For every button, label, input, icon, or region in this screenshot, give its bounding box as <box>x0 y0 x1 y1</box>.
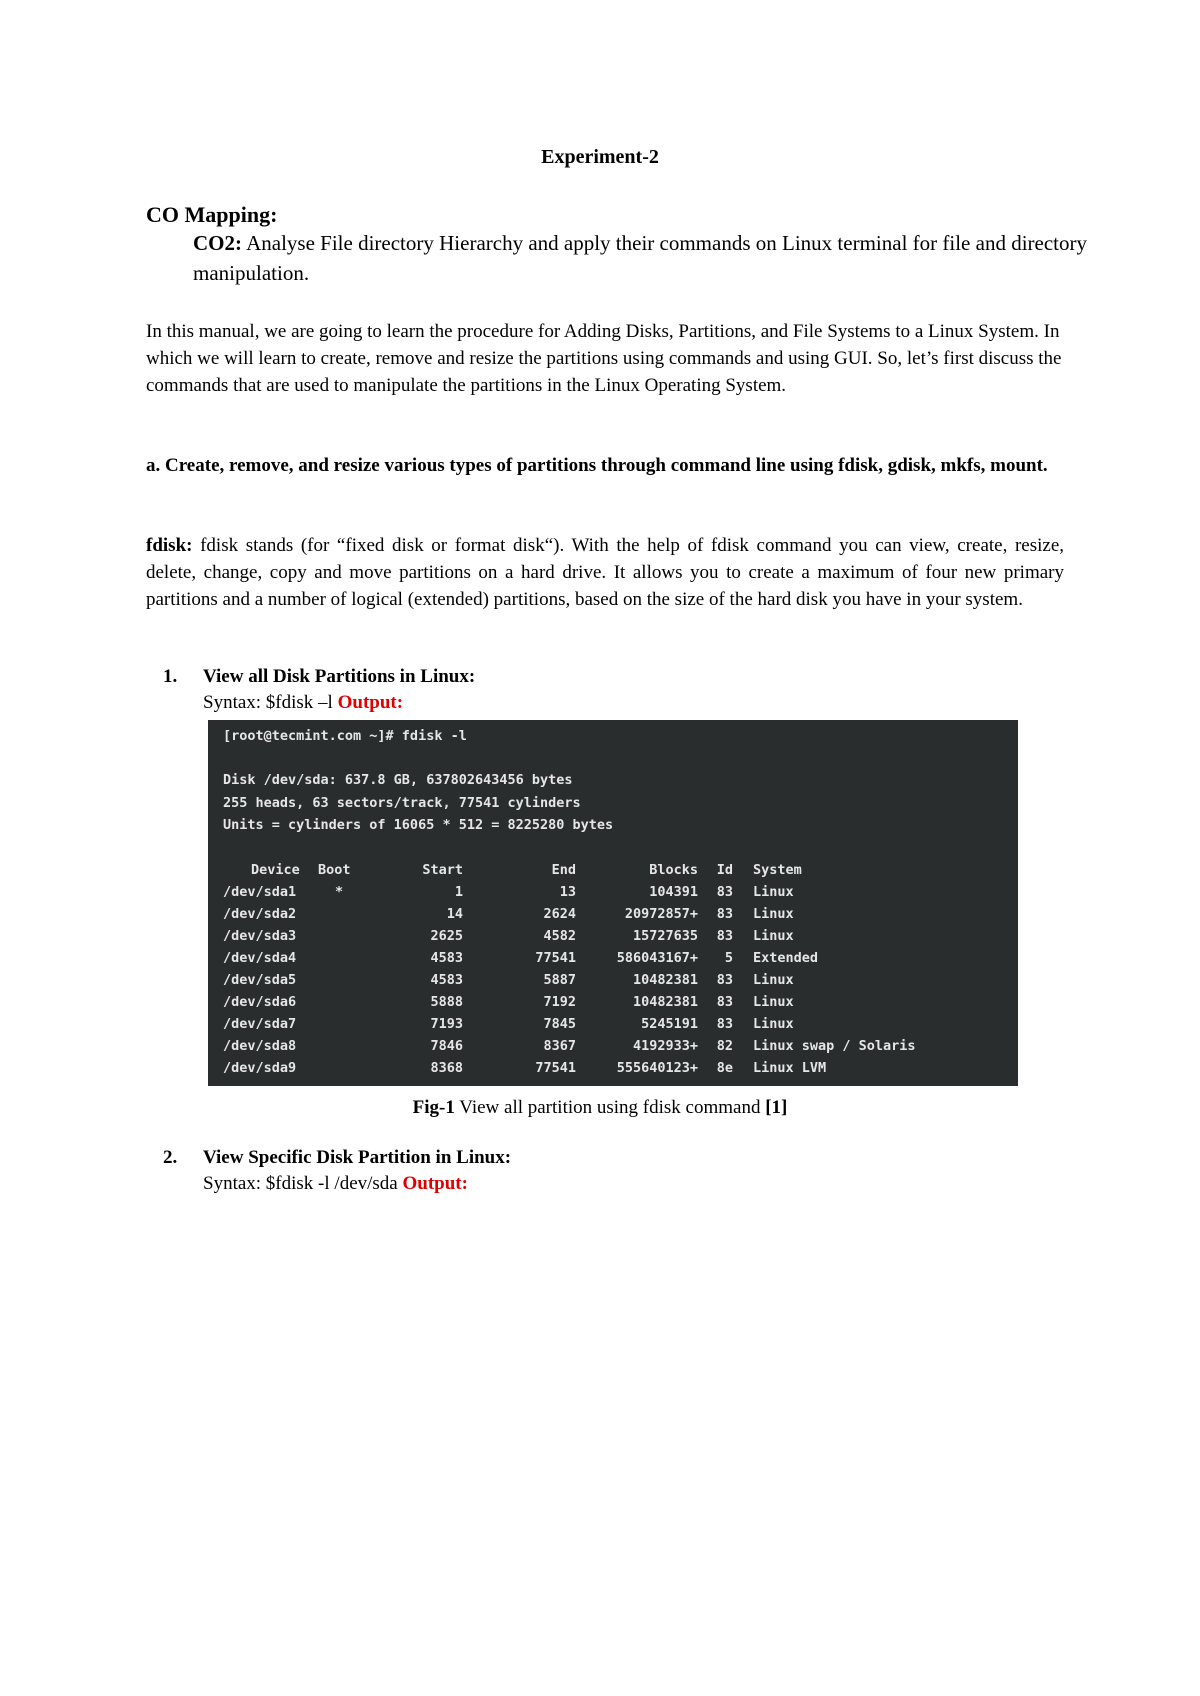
syntax-text: Syntax: $fdisk –l <box>203 692 333 713</box>
cell-boot: * <box>335 884 344 900</box>
cell-end: 4582 <box>543 928 576 944</box>
terminal-disk-info: 255 heads, 63 sectors/track, 77541 cylinders <box>223 795 581 811</box>
list-item-number: 2. <box>163 1147 178 1168</box>
cell-system: Linux LVM <box>753 1060 827 1076</box>
cell-end: 5887 <box>543 972 576 988</box>
co-mapping-body <box>193 228 1153 288</box>
fdisk-paragraph <box>146 532 1064 613</box>
intro-paragraph: In this manual, we are going to learn the procedure for Adding Disks, Partitions, and File Systems to a Linux System. In which we will learn to create, remove and resize the partitions using commands and using GUI. So, let’s first discuss the commands that are used to manipulate the partitions in the Linux Operating System. <box>146 321 1062 396</box>
table-row <box>223 928 1013 950</box>
output-label: Output: <box>402 1173 468 1194</box>
syntax-text: Syntax: $fdisk -l /dev/sda <box>203 1173 398 1194</box>
cell-device: /dev/sda2 <box>223 906 297 922</box>
syntax-line <box>203 690 403 716</box>
cell-end: 8367 <box>543 1038 576 1054</box>
cell-system: Linux <box>753 1016 794 1032</box>
cell-device: /dev/sda9 <box>223 1060 297 1076</box>
cell-device: /dev/sda6 <box>223 994 297 1010</box>
terminal-output <box>208 720 1018 1086</box>
cell-blocks: 10482381 <box>632 972 698 988</box>
co-mapping-heading: CO Mapping: <box>146 202 278 227</box>
cell-id: 83 <box>716 994 733 1010</box>
list-item-number: 1. <box>163 666 178 687</box>
cell-system: Extended <box>753 950 819 966</box>
cell-blocks: 20972857+ <box>624 906 698 922</box>
cell-id: 83 <box>716 1016 733 1032</box>
cell-start: 1 <box>454 884 463 900</box>
cell-device: /dev/sda1 <box>223 884 297 900</box>
cell-id: 83 <box>716 884 733 900</box>
cell-device: /dev/sda8 <box>223 1038 297 1054</box>
cell-blocks: 4192933+ <box>632 1038 698 1054</box>
cell-blocks: 15727635 <box>632 928 698 944</box>
table-row <box>223 972 1013 994</box>
header-system: System <box>753 862 802 878</box>
cell-device: /dev/sda7 <box>223 1016 297 1032</box>
header-id: Id <box>716 862 733 878</box>
cell-id: 82 <box>716 1038 733 1054</box>
cell-start: 4583 <box>430 950 463 966</box>
header-end: End <box>551 862 576 878</box>
list-item-heading: View all Disk Partitions in Linux: <box>203 666 476 687</box>
table-row <box>223 884 1013 906</box>
output-label: Output: <box>337 692 404 713</box>
cell-start: 7846 <box>430 1038 463 1054</box>
co-text: Analyse File directory Hierarchy and apply their commands on Linux terminal for file and directory manipulation. <box>193 231 1087 285</box>
table-row <box>223 950 1013 972</box>
table-row <box>223 906 1013 928</box>
cell-start: 5888 <box>430 994 463 1010</box>
terminal-prompt: [root@tecmint.com ~]# fdisk -l <box>223 728 467 744</box>
cell-start: 2625 <box>430 928 463 944</box>
co-code: CO2: <box>193 231 242 255</box>
terminal-disk-info: Disk /dev/sda: 637.8 GB, 637802643456 bytes <box>223 772 573 788</box>
table-row <box>223 1038 1013 1060</box>
list-item <box>163 664 475 690</box>
page-title: Experiment-2 <box>541 146 659 168</box>
cell-device: /dev/sda5 <box>223 972 297 988</box>
cell-blocks: 586043167+ <box>616 950 698 966</box>
cell-start: 4583 <box>430 972 463 988</box>
table-row <box>223 1016 1013 1038</box>
cell-system: Linux <box>753 994 794 1010</box>
caption-text: View all partition using fdisk command <box>459 1097 761 1118</box>
cell-id: 8e <box>716 1060 733 1076</box>
cell-blocks: 5245191 <box>641 1016 698 1032</box>
cell-id: 83 <box>716 928 733 944</box>
header-boot: Boot <box>318 862 351 878</box>
cell-system: Linux <box>753 884 794 900</box>
cell-end: 77541 <box>535 1060 576 1076</box>
header-device: Device <box>251 862 300 878</box>
cell-id: 83 <box>716 972 733 988</box>
header-start: Start <box>422 862 463 878</box>
fdisk-text: fdisk stands (for “fixed disk or format disk“). With the help of fdisk command you can view, create, resize, delete, change, copy and move partitions on a hard drive. It allows you to create a maximum of four new primary partitions and a number of logical (extended) partitions, based on the size of the hard disk you have in your system. <box>146 535 1065 610</box>
cell-end: 7845 <box>543 1016 576 1032</box>
cell-system: Linux swap / Solaris <box>753 1038 916 1054</box>
cell-device: /dev/sda3 <box>223 928 297 944</box>
cell-blocks: 555640123+ <box>616 1060 698 1076</box>
header-blocks: Blocks <box>649 862 698 878</box>
cell-end: 13 <box>559 884 576 900</box>
table-row <box>223 994 1013 1016</box>
list-item-heading: View Specific Disk Partition in Linux: <box>203 1147 512 1168</box>
cell-device: /dev/sda4 <box>223 950 297 966</box>
cell-start: 14 <box>446 906 463 922</box>
figure-caption <box>0 1097 1200 1119</box>
cell-id: 5 <box>724 950 733 966</box>
cell-end: 77541 <box>535 950 576 966</box>
cell-system: Linux <box>753 928 794 944</box>
cell-blocks: 10482381 <box>632 994 698 1010</box>
cell-system: Linux <box>753 972 794 988</box>
cell-id: 83 <box>716 906 733 922</box>
cell-end: 7192 <box>543 994 576 1010</box>
fdisk-term: fdisk: <box>146 535 193 556</box>
cell-start: 8368 <box>430 1060 463 1076</box>
cell-blocks: 104391 <box>649 884 698 900</box>
cell-start: 7193 <box>430 1016 463 1032</box>
syntax-line <box>203 1171 468 1197</box>
terminal-table-header <box>223 862 1013 884</box>
cell-system: Linux <box>753 906 794 922</box>
list-item <box>163 1145 511 1171</box>
terminal-disk-info: Units = cylinders of 16065 * 512 = 8225280 bytes <box>223 817 614 833</box>
section-a-heading: a. Create, remove, and resize various types of partitions through command line using fdisk, gdisk, mkfs, mount. <box>146 455 1048 476</box>
caption-label: Fig-1 <box>412 1097 455 1118</box>
table-row <box>223 1060 1013 1082</box>
caption-ref: [1] <box>765 1097 788 1118</box>
cell-end: 2624 <box>543 906 576 922</box>
